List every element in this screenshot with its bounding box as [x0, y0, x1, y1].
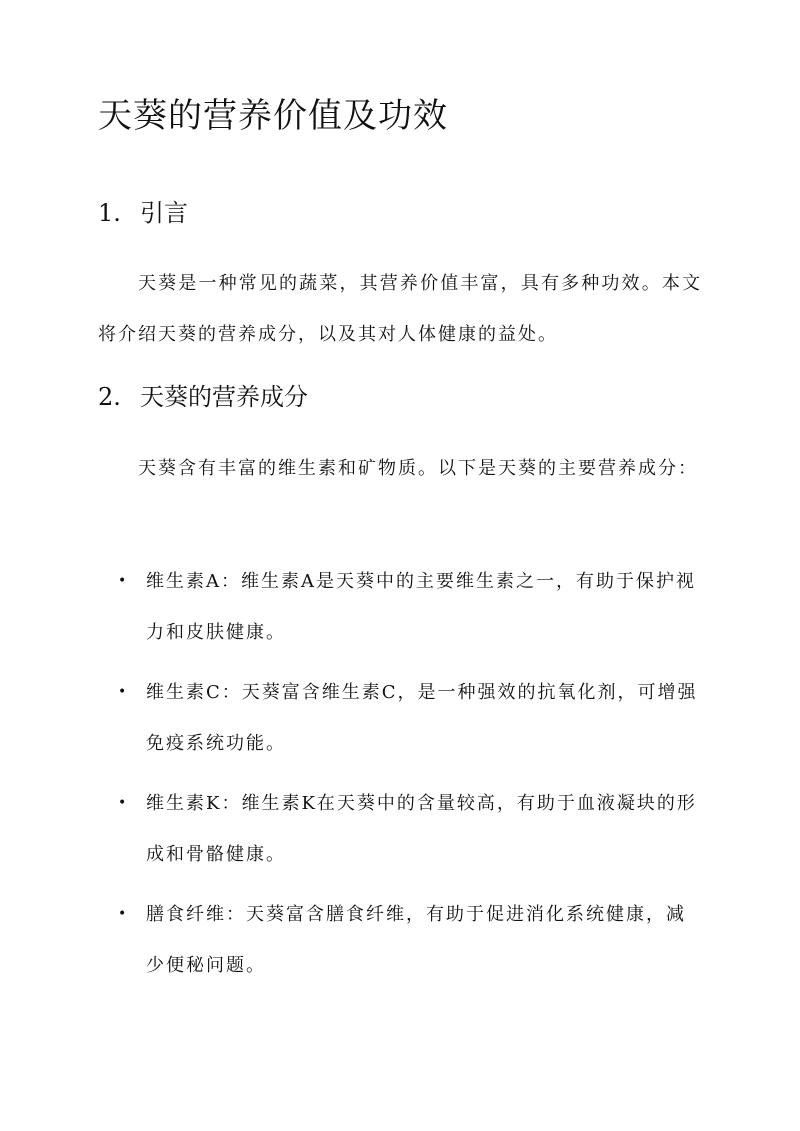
list-item [98, 556, 702, 658]
section-number: 1. [98, 199, 121, 227]
list-item-text: 维生素A：维生素A是天葵中的主要维生素之一，有助于保护视力和皮肤健康。 [146, 571, 696, 643]
bullet-icon: • [118, 684, 129, 700]
document-title: 天葵的营养价值及功效 [98, 96, 448, 136]
bullet-icon: • [118, 573, 129, 589]
list-item-text: 维生素K：维生素K在天葵中的含量较高，有助于血液凝块的形成和骨骼健康。 [146, 793, 697, 865]
bullet-icon: • [118, 795, 129, 811]
list-item [98, 889, 702, 991]
section-heading-nutrition [98, 381, 308, 413]
section-title: 引言 [140, 199, 188, 227]
section-heading-intro [98, 197, 188, 229]
section-number: 2. [98, 383, 121, 411]
nutrition-paragraph: 天葵含有丰富的维生素和矿物质。以下是天葵的主要营养成分： [138, 458, 698, 479]
bullet-icon: • [118, 906, 129, 922]
nutrient-list [98, 556, 702, 1000]
list-item-text: 维生素C：天葵富含维生素C，是一种强效的抗氧化剂，可增强免疫系统功能。 [146, 682, 698, 754]
list-item-text: 膳食纤维：天葵富含膳食纤维，有助于促进消化系统健康，减少便秘问题。 [146, 904, 686, 976]
list-item [98, 778, 702, 880]
list-item [98, 667, 702, 769]
section-title: 天葵的营养成分 [140, 383, 308, 411]
intro-paragraph: 天葵是一种常见的蔬菜，其营养价值丰富，具有多种功效。本文将介绍天葵的营养成分，以及其对人体健康的益处。 [98, 273, 702, 345]
